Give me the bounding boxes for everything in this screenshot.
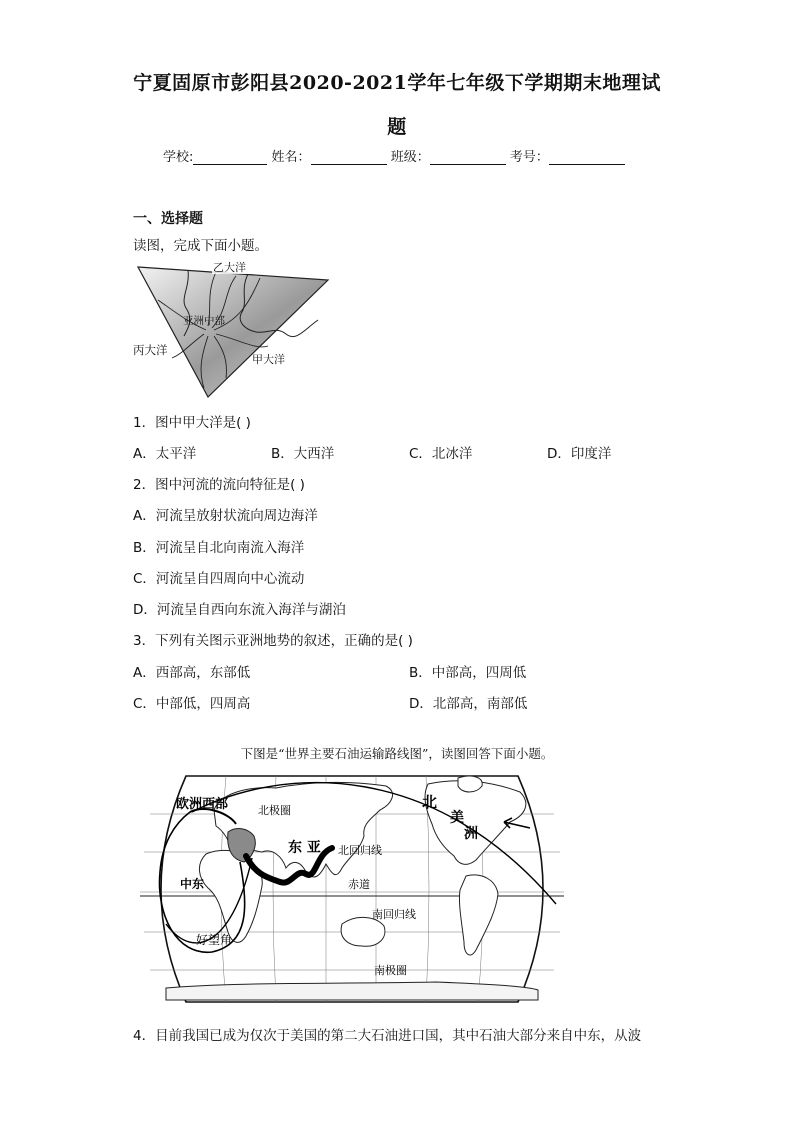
label-asia-center: 亚洲中部 bbox=[183, 315, 225, 327]
label-yi-ocean: 乙大洋 bbox=[213, 261, 246, 274]
q2-option-b[interactable]: B．河流呈自北向南流入海洋 bbox=[133, 540, 305, 556]
name-label: 姓名： bbox=[271, 150, 311, 165]
label-north-america-2: 美 bbox=[450, 810, 464, 826]
world-map-caption: 下图是“世界主要石油运输路线图”，读图回答下面小题。 bbox=[240, 746, 554, 761]
label-cape-good-hope: 好望角 bbox=[196, 933, 233, 947]
school-label: 学校: bbox=[163, 150, 194, 165]
world-oil-route-map bbox=[136, 764, 568, 1014]
class-label: 班级： bbox=[390, 150, 430, 165]
question-1-stem: 1．图中甲大洋是( ) bbox=[133, 415, 251, 431]
q3-option-d[interactable]: D．北部高，南部低 bbox=[409, 696, 528, 712]
q3-option-a[interactable]: A．西部高，东部低 bbox=[133, 665, 251, 681]
class-field[interactable] bbox=[430, 150, 506, 165]
asia-triangle-map bbox=[128, 250, 338, 400]
q2-option-d[interactable]: D．河流呈自西向东流入海洋与湖泊 bbox=[133, 602, 346, 618]
q2-option-a[interactable]: A．河流呈放射状流向周边海洋 bbox=[133, 508, 318, 524]
label-north-america-1: 北 bbox=[422, 793, 438, 811]
section-heading: 一、选择题 bbox=[133, 211, 203, 227]
q2-option-c[interactable]: C．河流呈自四周向中心流动 bbox=[133, 571, 305, 587]
intro-text: 读图，完成下面小题。 bbox=[133, 238, 268, 254]
label-bing-ocean: 丙大洋 bbox=[133, 343, 168, 357]
label-east-asia: 东 亚 bbox=[288, 840, 321, 856]
page-title-continued: 题 bbox=[387, 116, 407, 138]
q3-option-b[interactable]: B．中部高，四周低 bbox=[409, 665, 527, 681]
triangle-shape bbox=[138, 267, 328, 397]
label-tropic-cancer: 北回归线 bbox=[338, 844, 382, 857]
question-2-stem: 2．图中河流的流向特征是( ) bbox=[133, 477, 305, 493]
q1-option-b[interactable]: B．大西洋 bbox=[271, 446, 335, 462]
q1-option-a[interactable]: A．太平洋 bbox=[133, 446, 197, 462]
q1-option-c[interactable]: C．北冰洋 bbox=[409, 446, 473, 462]
question-4-stem: 4．目前我国已成为仅次于美国的第二大石油进口国，其中石油大部分来自中东，从波 bbox=[133, 1028, 642, 1044]
name-field[interactable] bbox=[311, 150, 387, 165]
number-label: 考号： bbox=[509, 150, 549, 165]
label-europe: 欧洲西部 bbox=[176, 797, 229, 812]
school-field[interactable] bbox=[193, 150, 267, 165]
label-antarctic-circle: 南极圈 bbox=[374, 964, 407, 977]
q1-option-d[interactable]: D．印度洋 bbox=[547, 446, 612, 462]
label-equator: 赤道 bbox=[348, 878, 370, 891]
page-title: 宁夏固原市彭阳县2020-2021学年七年级下学期期末地理试 bbox=[133, 72, 661, 94]
student-info-line bbox=[163, 146, 625, 165]
label-tropic-capricorn: 南回归线 bbox=[372, 908, 416, 921]
question-3-stem: 3．下列有关图示亚洲地势的叙述，正确的是( ) bbox=[133, 633, 413, 649]
label-north-america-3: 洲 bbox=[464, 826, 478, 842]
q3-option-c[interactable]: C．中部低，四周高 bbox=[133, 696, 251, 712]
label-jia-ocean: 甲大洋 bbox=[252, 353, 285, 366]
label-middle-east: 中东 bbox=[180, 877, 205, 891]
label-arctic-circle: 北极圈 bbox=[258, 804, 291, 817]
exam-number-field[interactable] bbox=[549, 150, 625, 165]
